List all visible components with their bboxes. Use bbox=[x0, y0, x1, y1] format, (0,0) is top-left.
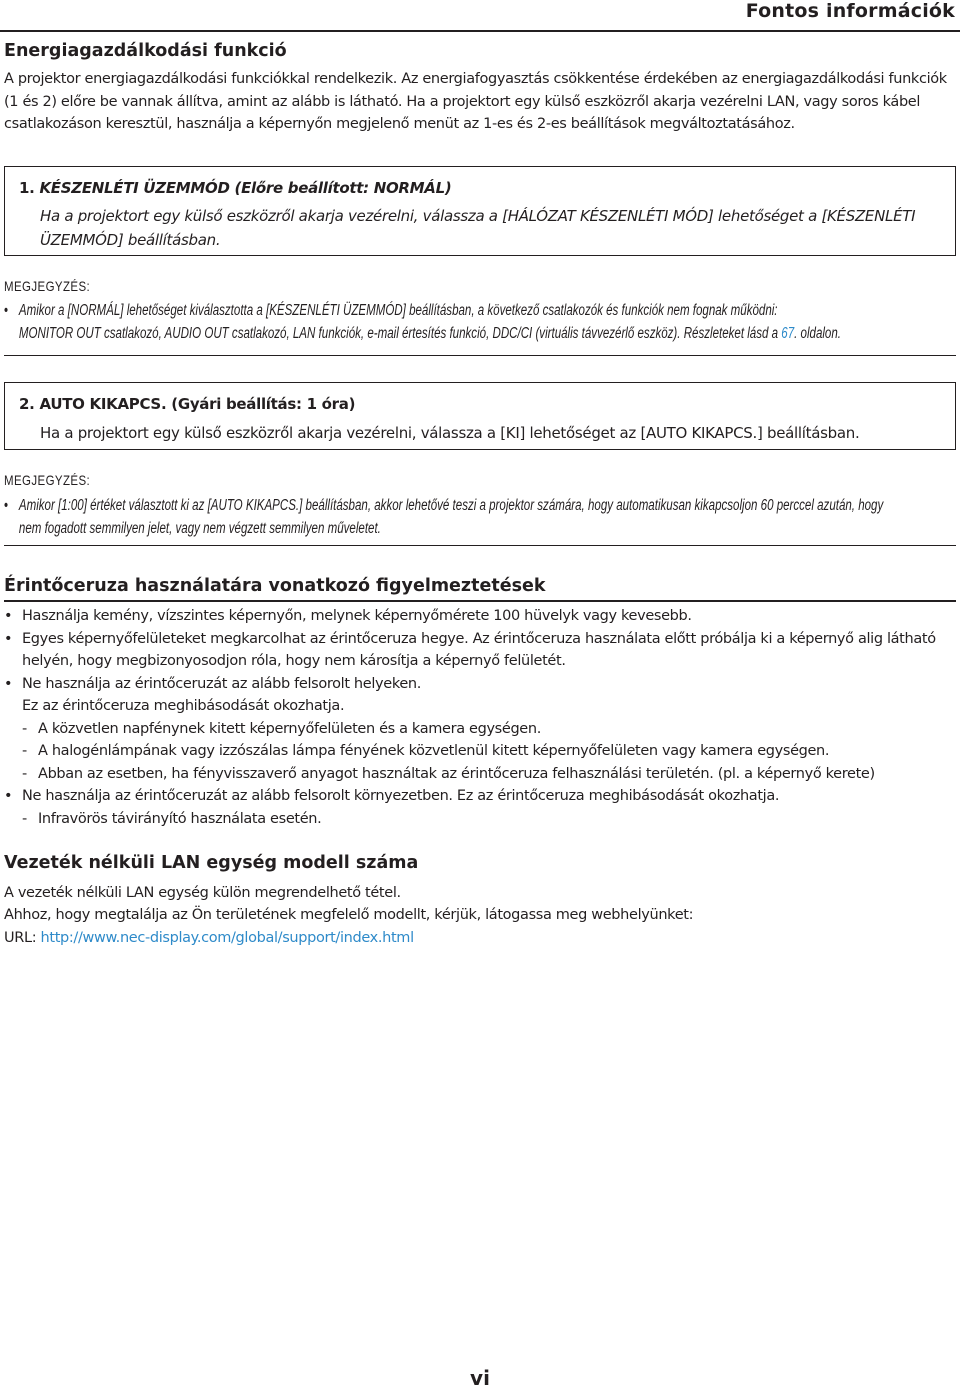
sub-list-item: - A közvetlen napfénynek kitett képernyőfelületen és a kamera egységen. bbox=[22, 720, 541, 737]
sub-list-item: - Infravörös távirányító használata esetén. bbox=[22, 810, 322, 827]
list-item: • Ne használja az érintőceruzát az alább felsorolt környezetben. Ez az érintőceruza meghibásodását okozhatja. bbox=[4, 788, 780, 804]
stylus-section-title: Érintőceruza használatára vonatkozó figyelmeztetések bbox=[4, 576, 546, 596]
wireless-line-2: Ahhoz, hogy megtalálja az Ön területének megfelelő modellt, kérjük, látogassa meg webhelyünket: bbox=[4, 907, 694, 923]
auto-off-heading: AUTO KIKAPCS. (Gyári beállítás: 1 óra) bbox=[39, 395, 356, 413]
support-url-link[interactable]: http://www.nec-display.com/global/support/index.html bbox=[40, 930, 414, 946]
note-auto-off-line2: nem fogadott semmilyen jelet, vagy nem végzett semmilyen műveletet. bbox=[18, 520, 381, 537]
wireless-url-line bbox=[4, 927, 956, 950]
list-item-note: Ez az érintőceruza meghibásodását okozhatja. bbox=[22, 698, 345, 714]
header-divider bbox=[0, 30, 960, 32]
auto-off-title bbox=[19, 395, 355, 413]
note-standby-line1: Amikor a [NORMÁL] lehetőséget kiválasztotta a [KÉSZENLÉTI ÜZEMMÓD] beállításban, a következő csatlakozók és funkciók nem fognak működni: bbox=[18, 302, 778, 319]
power-section-title: Energiagazdálkodási funkció bbox=[4, 41, 287, 61]
list-item: • Ne használja az érintőceruzát az alább felsorolt helyeken. bbox=[4, 675, 422, 692]
bullet: • bbox=[4, 497, 9, 514]
note-standby bbox=[4, 299, 841, 345]
auto-off-number: 2. bbox=[19, 395, 35, 413]
standby-mode-number: 1. bbox=[19, 179, 35, 197]
note-auto-off bbox=[4, 494, 883, 540]
power-intro-paragraph: A projektor energiagazdálkodási funkciókkal rendelkezik. Az energiafogyasztás csökkentése érdekében az energiagazdálkodási funkciók (1 és 2) előre be vannak állítva, amint az alább is látható. Ha a projektort egy külső eszközről akarja vezérelni LAN, vagy soros kábel csatlakozáson keresztül, használja a képernyőn megjelenő menüt az 1-es és 2-es beállítások megváltoztatásához. bbox=[4, 71, 947, 132]
wireless-section-title: Vezeték nélküli LAN egység modell száma bbox=[4, 853, 419, 873]
wireless-line-1: A vezeték nélküli LAN egység külön megrendelhető tétel. bbox=[4, 885, 401, 901]
list-item: • Egyes képernyőfelületeket megkarcolhat az érintőceruza hegye. Az érintőceruza használata előtt próbálja ki a képernyő alig látható helyén, hogy megbizonyosodjon róla, hogy nem károsítja a képernyő felületét. bbox=[4, 630, 936, 669]
page-number: vi bbox=[470, 1366, 490, 1390]
note-label-standby: MEGJEGYZÉS: bbox=[4, 278, 91, 294]
bullet: • bbox=[4, 302, 9, 319]
stylus-title-underline bbox=[4, 600, 956, 602]
auto-off-text: Ha a projektort egy külső eszközről akarja vezérelni, válassza a [KI] lehetőséget az [AUTO KIKAPCS.] beállításban. bbox=[40, 424, 860, 442]
standby-mode-title bbox=[19, 179, 451, 197]
note-label-auto-off: MEGJEGYZÉS: bbox=[4, 472, 91, 488]
standby-mode-heading: KÉSZENLÉTI ÜZEMMÓD (Előre beállított: NORMÁL) bbox=[39, 179, 452, 197]
sub-list-item: - A halogénlámpának vagy izzószálas lámpa fényének közvetlenül kitett képernyőfelületen vagy kamera egységen. bbox=[22, 743, 830, 759]
note-auto-off-line1: Amikor [1:00] értéket választott ki az [AUTO KIKAPCS.] beállításban, akkor lehetővé teszi a projektor számára, hogy automatikusan kikapcsoljon 60 perccel azután, hogy bbox=[18, 497, 884, 514]
page-67-link[interactable]: 67 bbox=[781, 325, 795, 342]
standby-mode-box bbox=[4, 166, 956, 256]
note-divider bbox=[4, 355, 956, 356]
sub-list-item: - Abban az esetben, ha fényvisszaverő anyagot használtak az érintőceruza felhasználási területén. (pl. a képernyő kerete) bbox=[22, 765, 875, 782]
stylus-warning-list bbox=[4, 605, 958, 830]
note-divider bbox=[4, 545, 956, 546]
standby-mode-text: Ha a projektort egy külső eszközről akarja vezérelni, válassza a [HÁLÓZAT KÉSZENLÉTI MÓD] lehetőséget a [KÉSZENLÉTI ÜZEMMÓD] beállításban. bbox=[40, 207, 916, 249]
url-label: URL: bbox=[4, 930, 41, 946]
note-standby-line2: MONITOR OUT csatlakozó, AUDIO OUT csatlakozó, LAN funkciók, e-mail értesítés funkció, DDC/CI (virtuális távvezérlő eszköz). Részleteket lásd a 67. oldalon. bbox=[18, 325, 841, 342]
auto-off-box bbox=[4, 382, 956, 450]
list-item: • Használja kemény, vízszintes képernyőn, melynek képernyőmérete 100 hüvelyk vagy kevesebb. bbox=[4, 608, 692, 624]
page-header-title: Fontos információk bbox=[745, 0, 955, 22]
